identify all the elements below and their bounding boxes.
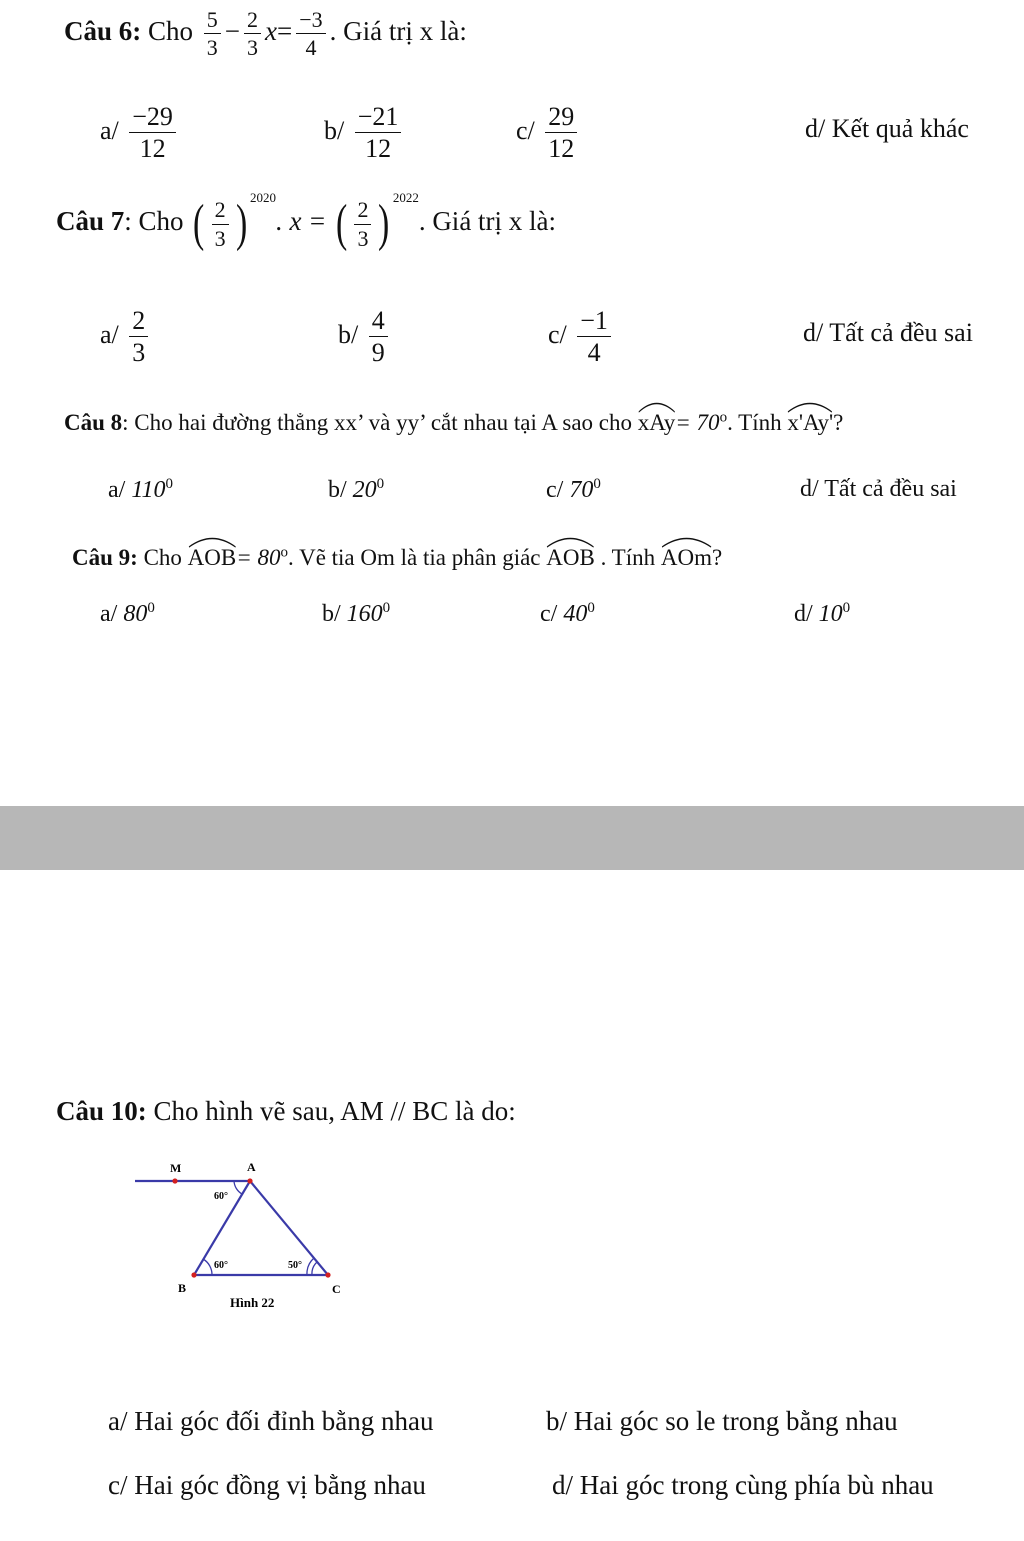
q8-option-b[interactable] xyxy=(328,476,384,504)
label-angle-c: 50° xyxy=(288,1260,302,1271)
option-text: Kết quả khác xyxy=(831,114,969,143)
q6-frac-2 xyxy=(244,8,261,59)
q8-tinh: . Tính xyxy=(727,410,782,435)
option-label: c/ xyxy=(548,319,567,349)
option-label: a/ xyxy=(100,601,118,627)
q10-option-d[interactable] xyxy=(552,1470,934,1501)
option-degree: 0 xyxy=(147,600,155,616)
figure-caption: Hình 22 xyxy=(230,1295,275,1310)
q7-tail: . Giá trị x là: xyxy=(418,206,557,237)
q9-deg: o xyxy=(280,544,288,561)
point-b xyxy=(191,1272,196,1277)
frac-num: −29 xyxy=(129,103,176,133)
q9-mid: . Vẽ tia Om là tia phân giác xyxy=(288,545,541,570)
q10-label: Câu 10: xyxy=(56,1096,147,1126)
q7-label: Câu 7 xyxy=(56,206,125,237)
q6-minus: − xyxy=(224,15,241,46)
frac-num: 2 xyxy=(129,307,148,337)
q9-option-d[interactable] xyxy=(794,600,850,628)
option-label: b/ xyxy=(322,601,341,627)
q8-deg: o xyxy=(719,409,728,426)
q9-angle-3 xyxy=(661,536,712,571)
frac-num: −21 xyxy=(355,103,402,133)
paren-open: ( xyxy=(336,195,348,252)
option-label: b/ xyxy=(338,319,359,349)
option-text: Tất cả đều sai xyxy=(829,318,973,347)
frac-den: 12 xyxy=(139,134,166,164)
q7-exp2: 2022 xyxy=(392,190,419,205)
frac-num: 2 xyxy=(354,198,371,224)
q7-option-b[interactable] xyxy=(338,307,392,367)
option-fraction xyxy=(369,307,388,367)
option-text: Hai góc đồng vị bằng nhau xyxy=(134,1470,426,1500)
option-label: d/ xyxy=(800,476,819,502)
q6-stem xyxy=(64,8,467,59)
option-label: c/ xyxy=(108,1470,128,1500)
paren-close: ) xyxy=(378,195,390,252)
q10-text: Cho hình vẽ sau, AM // BC là do: xyxy=(153,1096,516,1126)
option-value: 40 xyxy=(563,601,588,627)
option-value: 70 xyxy=(569,477,594,503)
option-label: c/ xyxy=(540,601,558,627)
q9-label: Câu 9: xyxy=(72,545,138,570)
option-fraction xyxy=(355,103,402,163)
angle-hat-icon xyxy=(638,401,676,413)
q7-option-d[interactable] xyxy=(803,318,973,348)
q9-cho: Cho xyxy=(143,545,182,570)
angle-hat-icon xyxy=(661,536,712,548)
q8-option-a[interactable] xyxy=(108,476,173,504)
frac-den: 3 xyxy=(357,225,369,251)
option-label: d/ xyxy=(803,318,824,347)
q6-option-c[interactable] xyxy=(516,103,581,163)
q10-option-c[interactable] xyxy=(108,1470,426,1501)
option-text: Hai góc trong cùng phía bù nhau xyxy=(579,1470,934,1500)
frac-num: −3 xyxy=(296,8,325,34)
angle-text: x'Ay' xyxy=(787,410,834,435)
paren-open: ( xyxy=(193,195,205,252)
option-value: 20 xyxy=(352,477,377,503)
frac-den: 9 xyxy=(371,338,385,368)
angle-hat-icon xyxy=(188,536,237,548)
q9-tinh: . Tính xyxy=(600,545,656,570)
angle-text: AOB xyxy=(546,545,595,570)
q9-option-c[interactable] xyxy=(540,600,595,628)
option-degree: 0 xyxy=(382,600,391,616)
q7-exp1: 2020 xyxy=(249,190,276,205)
option-value: 10 xyxy=(818,601,843,627)
option-label: a/ xyxy=(100,115,119,145)
frac-den: 12 xyxy=(365,134,392,164)
point-m xyxy=(172,1178,177,1183)
option-label: d/ xyxy=(552,1470,574,1500)
q8-text: : Cho hai đường thẳng xx’ và yy’ cắt nhau tại A sao cho xyxy=(122,410,633,435)
option-label: a/ xyxy=(108,1406,128,1436)
q6-option-b[interactable] xyxy=(324,103,405,163)
q9-option-b[interactable] xyxy=(322,600,390,628)
q6-tail: . Giá trị x là: xyxy=(329,15,467,46)
angle-arc-c xyxy=(312,1262,317,1275)
q6-cho: Cho xyxy=(148,15,194,46)
option-label: c/ xyxy=(546,477,564,503)
q10-option-b[interactable] xyxy=(546,1406,898,1437)
angle-arc-ma xyxy=(234,1181,242,1194)
option-degree: 0 xyxy=(376,476,385,492)
q9-angle-1 xyxy=(188,536,237,571)
frac-num: 4 xyxy=(369,307,388,337)
q8-option-c[interactable] xyxy=(546,476,601,504)
option-fraction xyxy=(545,103,577,163)
option-fraction xyxy=(129,103,176,163)
paren-close: ) xyxy=(235,195,247,252)
frac-den: 3 xyxy=(247,35,259,61)
label-c: C xyxy=(332,1282,341,1296)
q9-option-a[interactable] xyxy=(100,600,155,628)
q10-option-a[interactable] xyxy=(108,1406,433,1437)
option-label: b/ xyxy=(324,115,345,145)
label-angle-b: 60° xyxy=(214,1260,228,1271)
q6-x: x xyxy=(265,15,277,46)
option-fraction xyxy=(577,307,611,367)
option-label: d/ xyxy=(805,114,826,143)
angle-text: xAy xyxy=(637,410,676,435)
q9-eq: = 80 xyxy=(236,545,281,570)
q7-option-c[interactable] xyxy=(548,307,615,367)
label-a: A xyxy=(247,1160,256,1174)
option-text: Hai góc so le trong bằng nhau xyxy=(573,1406,898,1436)
q6-eq: = xyxy=(277,15,293,46)
q7-base-1 xyxy=(212,198,229,249)
option-text: Tất cả đều sai xyxy=(824,476,957,502)
option-label: b/ xyxy=(546,1406,568,1436)
option-label: b/ xyxy=(328,477,347,503)
option-degree: 0 xyxy=(587,600,595,616)
q8-option-d[interactable] xyxy=(800,476,957,503)
q6-option-a[interactable] xyxy=(100,103,180,163)
q8-q: ? xyxy=(833,410,844,435)
q9-q: ? xyxy=(711,545,723,570)
option-text: Hai góc đối đỉnh bằng nhau xyxy=(134,1406,434,1436)
frac-num: 5 xyxy=(204,8,221,34)
q7-stem xyxy=(56,190,557,252)
q7-cho: : Cho xyxy=(124,206,184,237)
label-b: B xyxy=(178,1281,187,1295)
frac-den: 4 xyxy=(305,35,317,61)
frac-den: 3 xyxy=(206,35,218,61)
option-label: d/ xyxy=(794,601,813,627)
option-value: 160 xyxy=(346,601,383,627)
frac-num: −1 xyxy=(577,307,611,337)
q6-frac-1 xyxy=(204,8,221,59)
q8-stem xyxy=(64,401,843,436)
label-angle-ma: 60° xyxy=(214,1191,228,1202)
q8-label: Câu 8 xyxy=(64,410,123,435)
option-value: 80 xyxy=(123,601,148,627)
q6-label: Câu 6: xyxy=(64,15,142,46)
triangle-figure xyxy=(130,1155,360,1315)
q8-angle-2 xyxy=(787,401,833,436)
angle-text: AOB xyxy=(187,545,237,570)
option-label: c/ xyxy=(516,115,535,145)
q8-angle-1 xyxy=(638,401,676,436)
option-degree: 0 xyxy=(593,476,601,492)
angle-arc-b xyxy=(203,1259,212,1275)
option-label: a/ xyxy=(100,319,119,349)
angle-hat-icon xyxy=(787,401,833,413)
frac-num: 2 xyxy=(244,8,261,34)
option-value: 110 xyxy=(131,477,166,503)
q7-base-2 xyxy=(354,198,371,249)
angle-text: AOm xyxy=(660,545,712,570)
label-m: M xyxy=(170,1161,182,1175)
q10-stem xyxy=(56,1096,516,1127)
option-fraction xyxy=(129,307,148,367)
q8-eq: = 70 xyxy=(675,410,720,435)
q9-angle-2 xyxy=(546,536,595,571)
option-degree: 0 xyxy=(842,600,851,616)
frac-num: 29 xyxy=(545,103,577,133)
point-c xyxy=(325,1272,330,1277)
q7-dotx: . x = xyxy=(275,206,327,237)
q7-option-a[interactable] xyxy=(100,307,152,367)
frac-num: 2 xyxy=(212,198,229,224)
angle-hat-icon xyxy=(546,536,595,548)
option-label: a/ xyxy=(108,477,126,503)
point-a xyxy=(247,1178,252,1183)
option-degree: 0 xyxy=(165,476,174,492)
frac-den: 4 xyxy=(587,338,601,368)
frac-den: 3 xyxy=(214,225,226,251)
page-divider-band xyxy=(0,806,1024,870)
q6-frac-3 xyxy=(296,8,325,59)
q9-stem xyxy=(72,536,722,571)
frac-den: 12 xyxy=(548,134,575,164)
frac-den: 3 xyxy=(132,338,146,368)
q6-option-d[interactable] xyxy=(805,114,969,144)
